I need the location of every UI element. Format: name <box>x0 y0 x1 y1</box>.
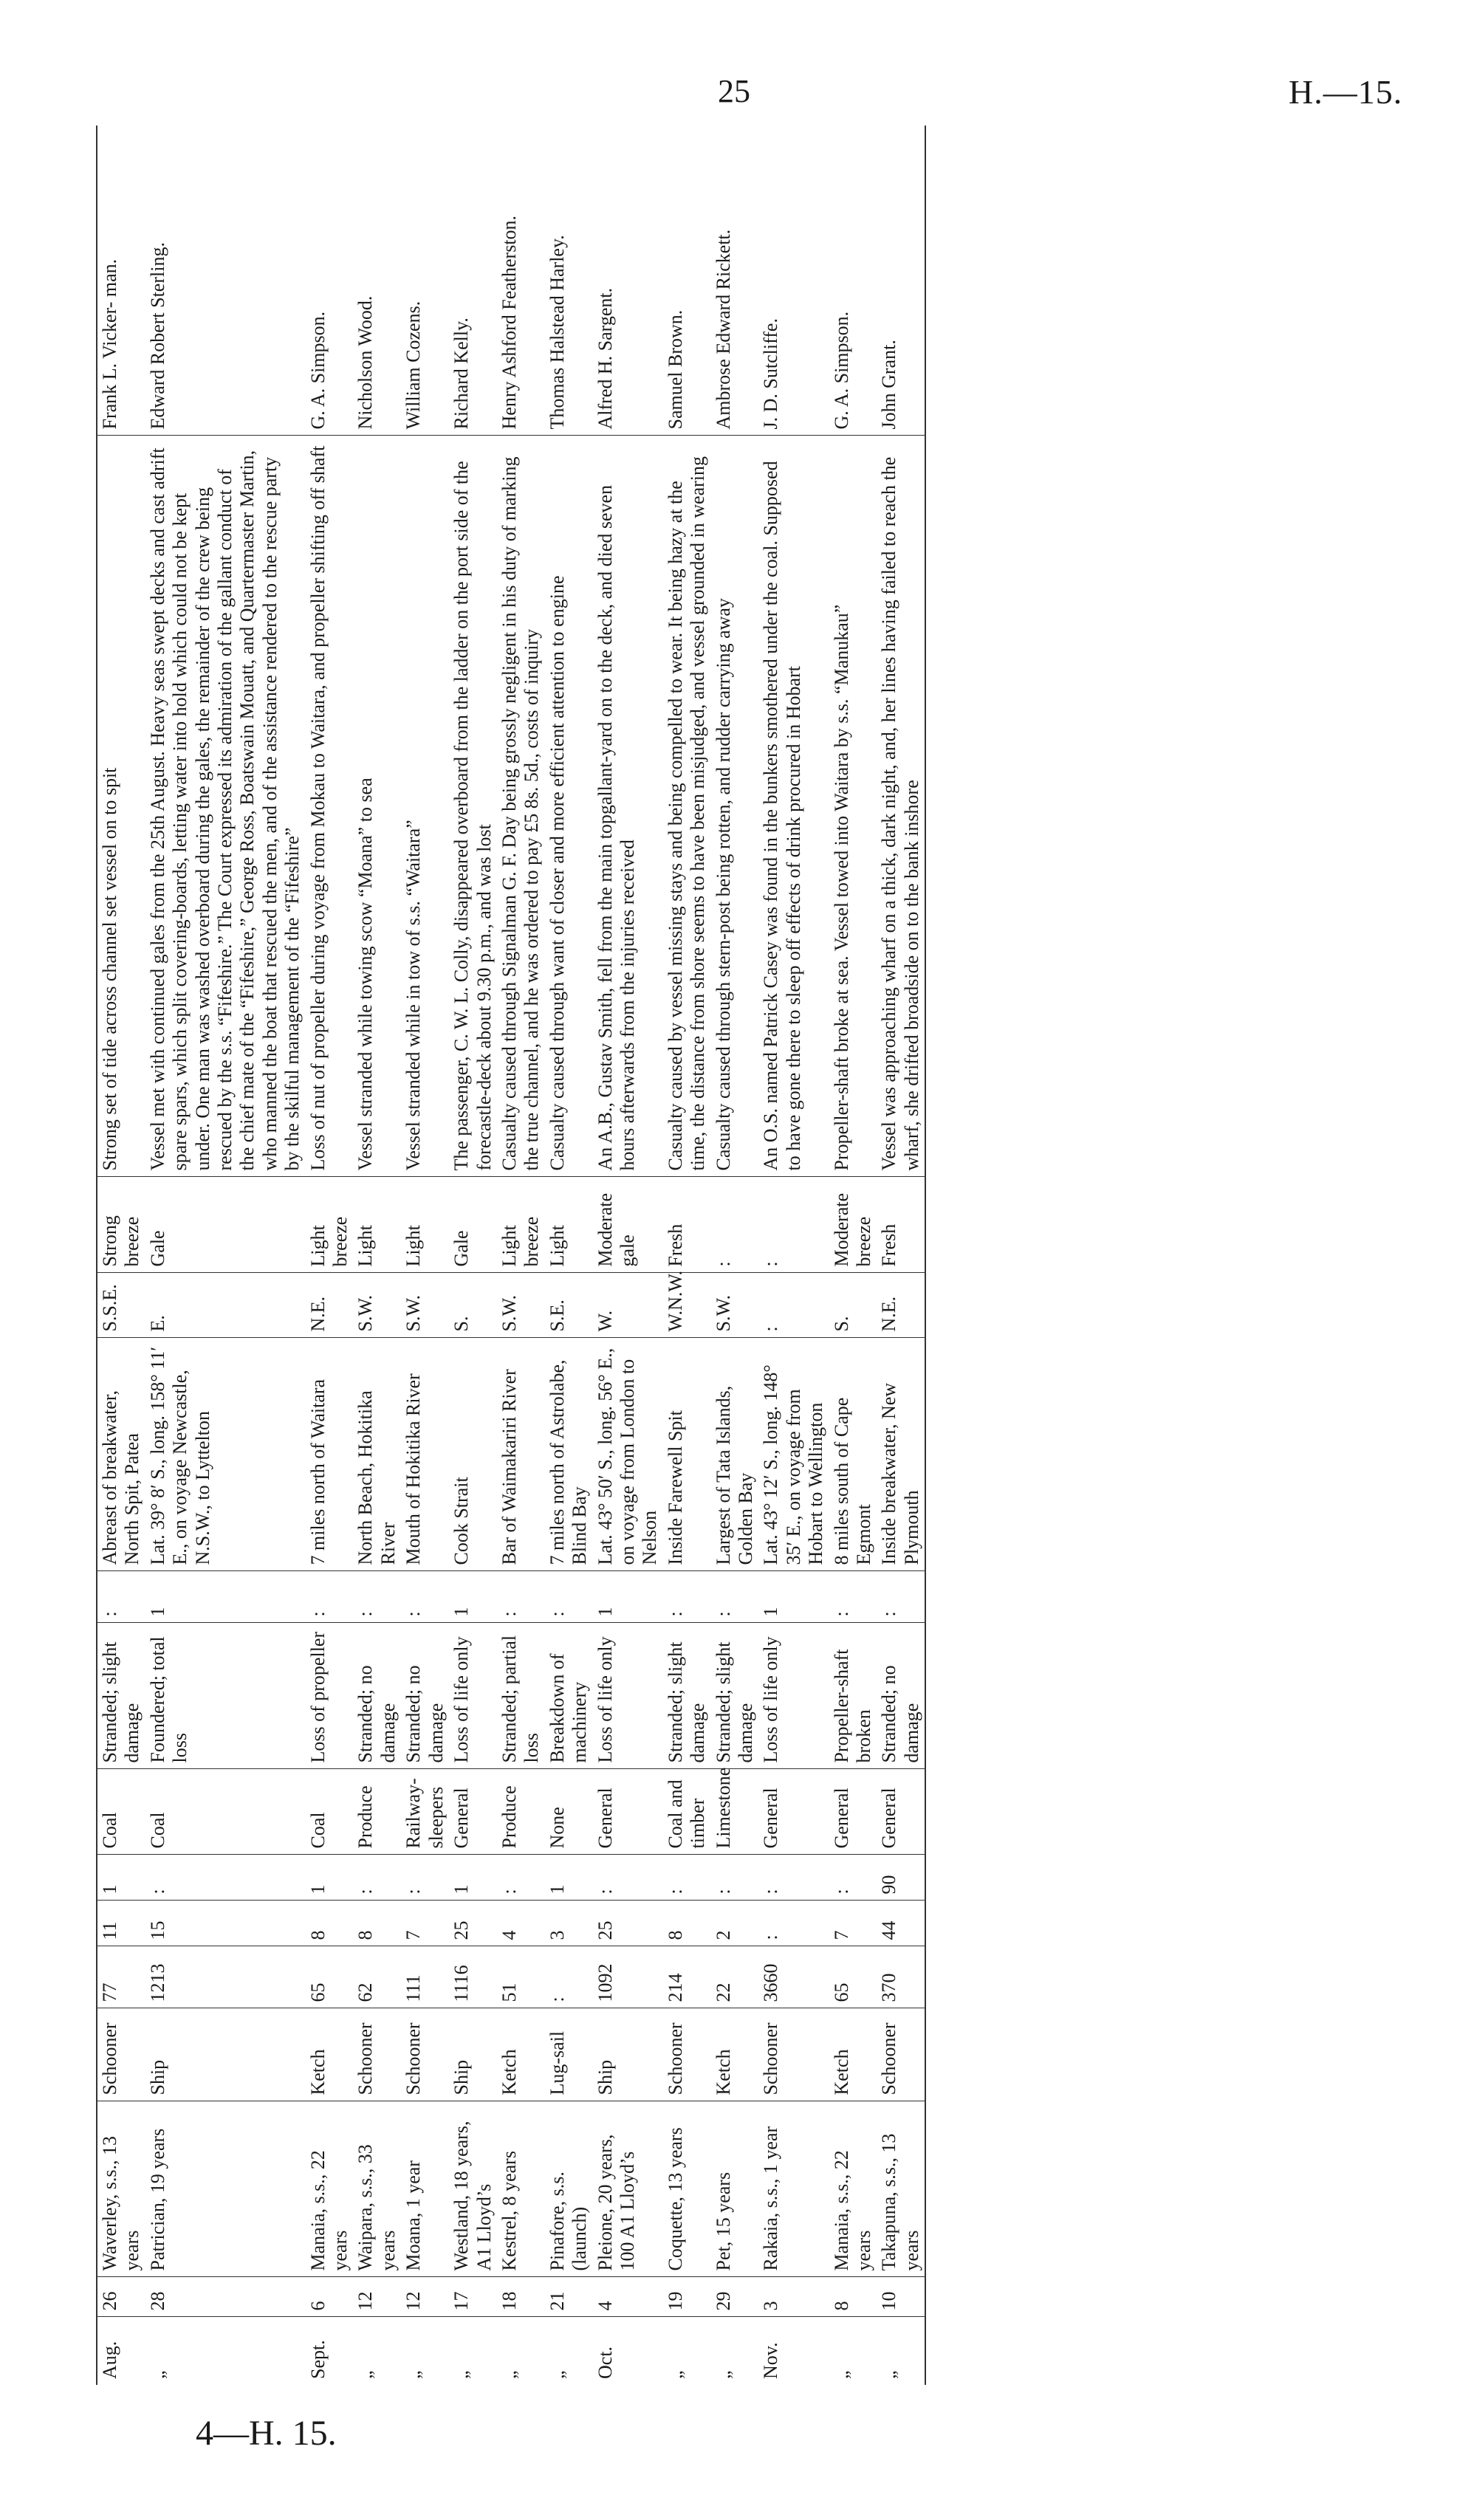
cell-nature: Loss of life only <box>449 1623 497 1769</box>
cell-month: Oct. <box>594 2346 616 2379</box>
cell-wind-force: Fresh <box>663 1177 711 1273</box>
cell-day: 4 <box>593 2277 663 2317</box>
cell-wind-dir: S.W. <box>401 1273 449 1338</box>
cell-cargo: General <box>593 1769 663 1855</box>
cell-wind-dir: S. <box>449 1273 497 1338</box>
cell-ship: Kestrel, 8 years <box>497 2101 545 2277</box>
cell-crew: 25 <box>449 1901 497 1946</box>
cell-rig: Schooner <box>353 2008 401 2101</box>
table-row <box>829 126 877 2385</box>
cell-month: Sept. <box>306 2340 329 2379</box>
cell-month: „ <box>664 2370 686 2379</box>
cell-officer: Samuel Brown. <box>663 126 711 436</box>
cell-place: 8 miles south of Cape Egmont <box>829 1338 877 1571</box>
cell-ship: Pet, 15 years <box>711 2101 759 2277</box>
cell-passengers: 1 <box>306 1855 354 1901</box>
cell-tonnage: 77 <box>97 1946 145 2008</box>
cell-cargo: Produce <box>497 1769 545 1855</box>
cell-day: 12 <box>353 2277 401 2317</box>
cell-passengers: : <box>145 1855 306 1901</box>
cell-tonnage: 111 <box>401 1946 449 2008</box>
cell-place: 7 miles north of Astrolabe, Blind Bay <box>545 1338 593 1571</box>
cell-wind-force: Gale <box>449 1177 497 1273</box>
cell-day: 10 <box>877 2277 925 2317</box>
cell-lives: : <box>711 1571 759 1623</box>
cell-lives: 1 <box>593 1571 663 1623</box>
cell-passengers: : <box>497 1855 545 1901</box>
cell-month: „ <box>354 2370 377 2379</box>
cell-cause: Propeller-shaft broke at sea. Vessel towed into Waitara by s.s. “Manukau” <box>829 436 877 1177</box>
cell-rig: Ship <box>145 2008 306 2101</box>
page-number: 25 <box>718 73 750 109</box>
table-row <box>97 126 145 2385</box>
cell-officer: Henry Ashford Featherston. <box>497 126 545 436</box>
table-row <box>663 126 711 2385</box>
cell-passengers: : <box>758 1855 829 1901</box>
cell-officer: Frank L. Vicker- man. <box>97 126 145 436</box>
cell-lives: : <box>829 1571 877 1623</box>
cell-wind-force: Light breeze <box>306 1177 354 1273</box>
cell-day: 3 <box>758 2277 829 2317</box>
cell-crew: 15 <box>145 1901 306 1946</box>
cell-rig: Schooner <box>663 2008 711 2101</box>
cell-cause: Vessel stranded while towing scow “Moana” to sea <box>353 436 401 1177</box>
cell-rig: Ship <box>593 2008 663 2101</box>
cell-passengers: : <box>829 1855 877 1901</box>
cell-nature: Stranded; no damage <box>353 1623 401 1769</box>
cell-crew: 8 <box>353 1901 401 1946</box>
cell-month: „ <box>546 2370 568 2379</box>
cell-ship: Moana, 1 year <box>401 2101 449 2277</box>
cell-month: „ <box>498 2370 520 2379</box>
cell-rig: Ketch <box>711 2008 759 2101</box>
cell-wind-force: Light breeze <box>497 1177 545 1273</box>
cell-month: „ <box>146 2370 168 2379</box>
cell-cargo: Coal and timber <box>663 1769 711 1855</box>
cell-rig: Schooner <box>401 2008 449 2101</box>
cell-cause: Casualty caused by vessel missing stays and being compelled to wear. It being hazy at the time, the distance from shore seems to have been misjudged, and vessel grounded in wearing <box>663 436 711 1177</box>
cell-crew: 4 <box>497 1901 545 1946</box>
cell-month: Nov. <box>760 2342 782 2379</box>
table-row <box>145 126 306 2385</box>
cell-wind-dir: W.N.W. <box>663 1273 711 1338</box>
cell-officer: G. A. Simpson. <box>306 126 354 436</box>
cell-wind-dir: S.W. <box>711 1273 759 1338</box>
cell-lives: : <box>663 1571 711 1623</box>
cell-place: Lat. 39° 8′ S., long. 158° 11′ E., on voyage Newcastle, N.S.W., to Lyttelton <box>145 1338 306 1571</box>
cell-crew: 8 <box>306 1901 354 1946</box>
table-row <box>449 126 497 2385</box>
cell-wind-force: Light <box>401 1177 449 1273</box>
cell-rig: Ketch <box>306 2008 354 2101</box>
cell-wind-force: Light <box>545 1177 593 1273</box>
cell-rig: Ketch <box>497 2008 545 2101</box>
cell-day: 17 <box>449 2277 497 2317</box>
cell-place: North Beach, Hokitika River <box>353 1338 401 1571</box>
cell-officer: Nicholson Wood. <box>353 126 401 436</box>
cell-cargo: Coal <box>306 1769 354 1855</box>
cell-cause: Casualty caused through Signalman G. F. Day being grossly negligent in his duty of marking the true channel, and he was ordered to pay £5 8s. 5d., costs of inquiry <box>497 436 545 1177</box>
cell-cause: Casualty caused through stern-post being rotten, and rudder carrying away <box>711 436 759 1177</box>
cell-passengers: 1 <box>545 1855 593 1901</box>
cell-ship: Manaia, s.s., 22 years <box>306 2101 354 2277</box>
cell-officer: Edward Robert Sterling. <box>145 126 306 436</box>
cell-cargo: Produce <box>353 1769 401 1855</box>
cell-passengers: : <box>711 1855 759 1901</box>
cell-officer: Alfred H. Sargent. <box>593 126 663 436</box>
rotated-casualty-table <box>96 126 1458 2385</box>
cell-cause: An O.S. named Patrick Casey was found in the bunkers smothered under the coal. Supposed to have gone there to sleep off effects of drink procured in Hobart <box>758 436 829 1177</box>
cell-cargo: Coal <box>97 1769 145 1855</box>
cell-tonnage: 1116 <box>449 1946 497 2008</box>
cell-wind-force: Gale <box>145 1177 306 1273</box>
cell-ship: Coquette, 13 years <box>663 2101 711 2277</box>
cell-passengers: : <box>593 1855 663 1901</box>
cell-day: 19 <box>663 2277 711 2317</box>
cell-wind-dir: S.S.E. <box>97 1273 145 1338</box>
cell-tonnage: 65 <box>829 1946 877 2008</box>
cell-nature: Loss of life only <box>593 1623 663 1769</box>
cell-cause: The passenger, C. W. L. Colly, disappeared overboard from the ladder on the port side of the forecastle-deck about 9.30 p.m., and was lost <box>449 436 497 1177</box>
cell-crew: 7 <box>401 1901 449 1946</box>
cell-tonnage: 65 <box>306 1946 354 2008</box>
cell-wind-dir: W. <box>593 1273 663 1338</box>
cell-officer: William Cozens. <box>401 126 449 436</box>
cell-day: 8 <box>829 2277 877 2317</box>
cell-ship: Waverley, s.s., 13 years <box>97 2101 145 2277</box>
cell-cargo: Railway-sleepers <box>401 1769 449 1855</box>
cell-wind-dir: E. <box>145 1273 306 1338</box>
cell-lives: : <box>97 1571 145 1623</box>
cell-month: „ <box>712 2370 734 2379</box>
cell-cause: Vessel stranded while in tow of s.s. “Waitara” <box>401 436 449 1177</box>
cell-crew: 8 <box>663 1901 711 1946</box>
cell-place: Bar of Waimakariri River <box>497 1338 545 1571</box>
document-reference: H.—15. <box>1289 73 1403 111</box>
cell-month: Aug. <box>99 2341 120 2379</box>
cell-cargo: General <box>877 1769 925 1855</box>
cell-nature: Propeller-shaft broken <box>829 1623 877 1769</box>
cell-lives: : <box>545 1571 593 1623</box>
cell-cargo: General <box>829 1769 877 1855</box>
cell-cause: Vessel met with continued gales from the 25th August. Heavy seas swept decks and cast adrift spare spars, which split covering-boards, letting water into hold which could not be kept under. One man was washed overboard during the gales, the remainder of the crew being rescued by the s.s. “Fifeshire.” The Court expressed its admiration of the gallant conduct of the chief mate of the “Fifeshire,” George Ross, Boatswain Mouatt, and Quartermaster Martin, who manned the boat that rescued the men, and of the assistance rendered to the rescue party by the skilful management of the “Fifeshire” <box>145 436 306 1177</box>
cell-passengers: 90 <box>877 1855 925 1901</box>
cell-rig: Schooner <box>97 2008 145 2101</box>
cell-crew: 7 <box>829 1901 877 1946</box>
cell-passengers: : <box>401 1855 449 1901</box>
cell-rig: Ship <box>449 2008 497 2101</box>
table-row <box>353 126 401 2385</box>
cell-wind-dir: : <box>758 1273 829 1338</box>
cell-ship: Manaia, s.s., 22 years <box>829 2101 877 2277</box>
cell-lives: : <box>401 1571 449 1623</box>
cell-place: Inside breakwater, New Plymouth <box>877 1338 925 1571</box>
cell-ship: Pleione, 20 years, 100 A1 Lloyd’s <box>593 2101 663 2277</box>
cell-passengers: 1 <box>449 1855 497 1901</box>
table-row <box>401 126 449 2385</box>
cell-lives: : <box>306 1571 354 1623</box>
cell-place: Largest of Tata Islands, Golden Bay <box>711 1338 759 1571</box>
footer-reference: 4—H. 15. <box>196 2414 337 2453</box>
cell-tonnage: 370 <box>877 1946 925 2008</box>
cell-cause: Casualty caused through want of closer and more efficient attention to engine <box>545 436 593 1177</box>
cell-wind-dir: N.E. <box>306 1273 354 1338</box>
cell-nature: Stranded; slight damage <box>97 1623 145 1769</box>
cell-nature: Foundered; total loss <box>145 1623 306 1769</box>
cell-day: 21 <box>545 2277 593 2317</box>
cell-wind-force: Strong breeze <box>97 1177 145 1273</box>
cell-nature: Stranded; no damage <box>877 1623 925 1769</box>
table-row <box>593 126 663 2385</box>
cell-nature: Loss of life only <box>758 1623 829 1769</box>
cell-tonnage: 3660 <box>758 1946 829 2008</box>
cell-place: Lat. 43° 12′ S., long. 148° 35′ E., on voyage from Hobart to Wellington <box>758 1338 829 1571</box>
cell-rig: Schooner <box>758 2008 829 2101</box>
cell-nature: Stranded; slight damage <box>663 1623 711 1769</box>
cell-tonnage: 62 <box>353 1946 401 2008</box>
cell-wind-force: Moderate gale <box>593 1177 663 1273</box>
cell-crew: : <box>758 1901 829 1946</box>
cell-crew: 11 <box>97 1901 145 1946</box>
cell-rig: Lug-sail <box>545 2008 593 2101</box>
cell-cause: Loss of nut of propeller during voyage from Mokau to Waitara, and propeller shifting off shaft <box>306 436 354 1177</box>
cell-place: 7 miles north of Waitara <box>306 1338 354 1571</box>
table-row <box>758 126 829 2385</box>
cell-rig: Ketch <box>829 2008 877 2101</box>
cell-lives: : <box>497 1571 545 1623</box>
cell-day: 12 <box>401 2277 449 2317</box>
cell-wind-force: Light <box>353 1177 401 1273</box>
cell-crew: 25 <box>593 1901 663 1946</box>
cell-officer: John Grant. <box>877 126 925 436</box>
cell-ship: Pinafore, s.s. (launch) <box>545 2101 593 2277</box>
cell-tonnage: 1092 <box>593 1946 663 2008</box>
cell-wind-dir: S.W. <box>353 1273 401 1338</box>
cell-nature: Stranded; slight damage <box>711 1623 759 1769</box>
cell-cargo: Limestone <box>711 1769 759 1855</box>
cell-ship: Takapuna, s.s., 13 years <box>877 2101 925 2277</box>
cell-place: Lat. 43° 50′ S., long. 56° E., on voyage from London to Nelson <box>593 1338 663 1571</box>
table-row <box>877 126 925 2385</box>
cell-tonnage: 1213 <box>145 1946 306 2008</box>
cell-cargo: Coal <box>145 1769 306 1855</box>
cell-officer: Richard Kelly. <box>449 126 497 436</box>
cell-lives: 1 <box>145 1571 306 1623</box>
cell-wind-dir: S.W. <box>497 1273 545 1338</box>
cell-wind-force: : <box>711 1177 759 1273</box>
cell-day: 29 <box>711 2277 759 2317</box>
table-row <box>545 126 593 2385</box>
cell-passengers: : <box>353 1855 401 1901</box>
casualty-table <box>96 126 926 2385</box>
cell-cargo: General <box>758 1769 829 1855</box>
cell-lives: : <box>877 1571 925 1623</box>
cell-day: 26 <box>97 2277 145 2317</box>
cell-ship: Waipara, s.s., 33 years <box>353 2101 401 2277</box>
cell-nature: Stranded; partial loss <box>497 1623 545 1769</box>
cell-ship: Patrician, 19 years <box>145 2101 306 2277</box>
cell-ship: Westland, 18 years, A1 Lloyd’s <box>449 2101 497 2277</box>
cell-wind-force: : <box>758 1177 829 1273</box>
cell-month: „ <box>450 2370 473 2379</box>
cell-lives: : <box>353 1571 401 1623</box>
cell-place: Abreast of breakwater, North Spit, Patea <box>97 1338 145 1571</box>
cell-tonnage: 22 <box>711 1946 759 2008</box>
cell-cause: Strong set of tide across channel set vessel on to spit <box>97 436 145 1177</box>
cell-month: „ <box>402 2370 425 2379</box>
cell-officer: Ambrose Edward Rickett. <box>711 126 759 436</box>
cell-tonnage: 214 <box>663 1946 711 2008</box>
cell-passengers: : <box>663 1855 711 1901</box>
cell-wind-dir: S. <box>829 1273 877 1338</box>
cell-passengers: 1 <box>97 1855 145 1901</box>
cell-wind-dir: S.E. <box>545 1273 593 1338</box>
cell-place: Inside Farewell Spit <box>663 1338 711 1571</box>
cell-day: 6 <box>306 2277 354 2317</box>
cell-wind-dir: N.E. <box>877 1273 925 1338</box>
casualty-table-body <box>97 126 925 2385</box>
cell-officer: G. A. Simpson. <box>829 126 877 436</box>
cell-wind-force: Fresh <box>877 1177 925 1273</box>
cell-day: 28 <box>145 2277 306 2317</box>
cell-lives: 1 <box>449 1571 497 1623</box>
table-row <box>306 126 354 2385</box>
table-row <box>497 126 545 2385</box>
cell-month: „ <box>830 2370 852 2379</box>
cell-officer: J. D. Sutcliffe. <box>758 126 829 436</box>
cell-wind-force: Moderate breeze <box>829 1177 877 1273</box>
cell-cargo: None <box>545 1769 593 1855</box>
cell-cargo: General <box>449 1769 497 1855</box>
cell-tonnage: : <box>545 1946 593 2008</box>
cell-nature: Breakdown of machinery <box>545 1623 593 1769</box>
cell-month: „ <box>878 2370 900 2379</box>
cell-nature: Stranded; no damage <box>401 1623 449 1769</box>
cell-cause: Vessel was approaching wharf on a thick, dark night, and, her lines having failed to reach the wharf, she drifted broadside on to the bank inshore <box>877 436 925 1177</box>
cell-cause: An A.B., Gustav Smith, fell from the main topgallant-yard on to the deck, and died seven hours afterwards from the injuries received <box>593 436 663 1177</box>
cell-tonnage: 51 <box>497 1946 545 2008</box>
cell-place: Mouth of Hokitika River <box>401 1338 449 1571</box>
cell-crew: 44 <box>877 1901 925 1946</box>
cell-crew: 3 <box>545 1901 593 1946</box>
cell-nature: Loss of propeller <box>306 1623 354 1769</box>
cell-ship: Rakaia, s.s., 1 year <box>758 2101 829 2277</box>
cell-lives: 1 <box>758 1571 829 1623</box>
cell-rig: Schooner <box>877 2008 925 2101</box>
cell-place: Cook Strait <box>449 1338 497 1571</box>
cell-officer: Thomas Halstead Harley. <box>545 126 593 436</box>
table-row <box>711 126 759 2385</box>
cell-day: 18 <box>497 2277 545 2317</box>
cell-crew: 2 <box>711 1901 759 1946</box>
